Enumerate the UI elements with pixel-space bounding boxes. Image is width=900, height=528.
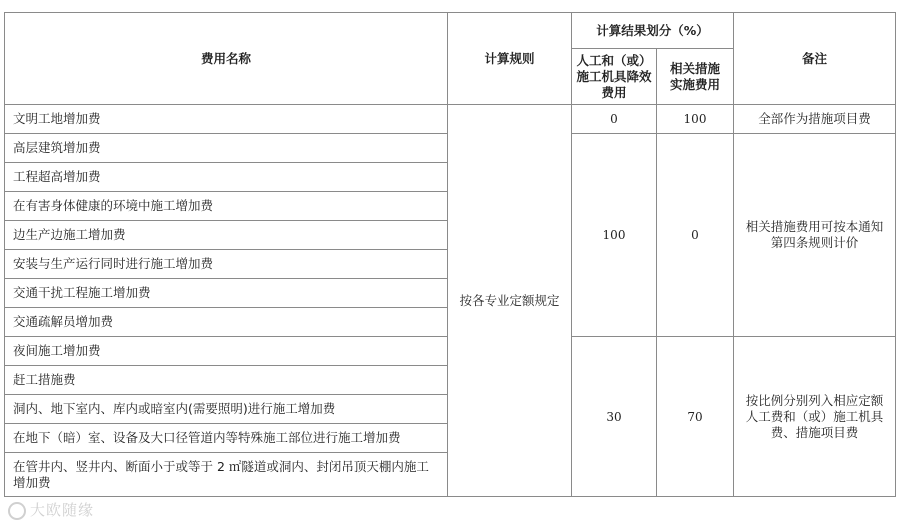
cost-name-cell: 交通疏解员增加费 <box>5 308 448 337</box>
labor-pct-cell: 0 <box>572 105 657 134</box>
cost-name-cell: 高层建筑增加费 <box>5 134 448 163</box>
header-measure-fee: 相关措施实施费用 <box>657 49 734 105</box>
header-cost-name: 费用名称 <box>5 13 448 105</box>
cost-name-cell: 在管井内、竖井内、断面小于或等于 2 ㎡隧道或洞内、封闭吊顶天棚内施工增加费 <box>5 453 448 497</box>
cost-name-cell: 文明工地增加费 <box>5 105 448 134</box>
remark-cell: 按比例分别列入相应定额人工费和（或）施工机具费、措施项目费 <box>734 337 896 497</box>
remark-cell: 相关措施费用可按本通知第四条规则计价 <box>734 134 896 337</box>
header-calc-rule: 计算规则 <box>448 13 572 105</box>
watermark <box>8 499 94 520</box>
measure-pct-cell: 70 <box>657 337 734 497</box>
cost-name-cell: 夜间施工增加费 <box>5 337 448 366</box>
cost-name-cell: 安装与生产运行同时进行施工增加费 <box>5 250 448 279</box>
cost-name-cell: 洞内、地下室内、库内或暗室内(需要照明)进行施工增加费 <box>5 395 448 424</box>
cost-name-cell: 在地下（暗）室、设备及大口径管道内等特殊施工部位进行施工增加费 <box>5 424 448 453</box>
measure-pct-cell: 100 <box>657 105 734 134</box>
header-labor-machine: 人工和（或）施工机具降效费用 <box>572 49 657 105</box>
calc-rule-cell: 按各专业定额规定 <box>448 105 572 497</box>
cost-name-cell: 在有害身体健康的环境中施工增加费 <box>5 192 448 221</box>
cost-name-cell: 工程超高增加费 <box>5 163 448 192</box>
labor-pct-cell: 100 <box>572 134 657 337</box>
watermark-text: 大欧随缘 <box>30 501 95 519</box>
header-result-group: 计算结果划分（%） <box>572 13 734 49</box>
cost-name-cell: 赶工措施费 <box>5 366 448 395</box>
cost-name-cell: 边生产边施工增加费 <box>5 221 448 250</box>
header-remark: 备注 <box>734 13 896 105</box>
remark-cell: 全部作为措施项目费 <box>734 105 896 134</box>
cost-name-cell: 交通干扰工程施工增加费 <box>5 279 448 308</box>
labor-pct-cell: 30 <box>572 337 657 497</box>
watermark-logo-icon <box>8 502 26 520</box>
measure-pct-cell: 0 <box>657 134 734 337</box>
table-row <box>5 105 896 134</box>
cost-table <box>4 12 896 497</box>
